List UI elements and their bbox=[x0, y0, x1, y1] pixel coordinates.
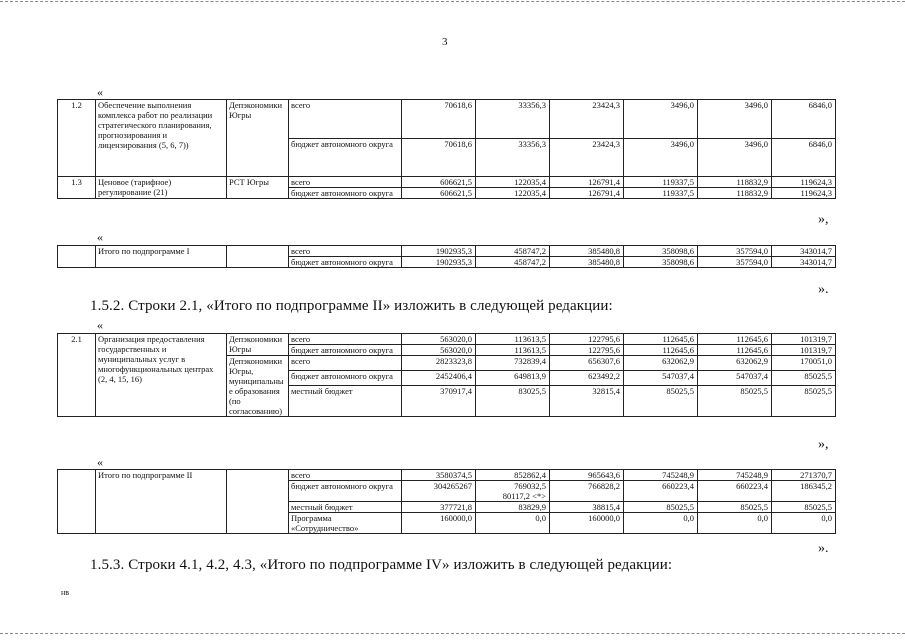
quote-open-2: « bbox=[97, 230, 103, 244]
table-total-subprogram-1 bbox=[57, 245, 836, 268]
value-cell: 271370,7 bbox=[772, 470, 836, 481]
value-cell: 85025,5 bbox=[624, 502, 698, 513]
value-cell: 606621,5 bbox=[402, 177, 476, 188]
table-total-subprogram-2 bbox=[57, 469, 836, 534]
value-cell: 6846,0 bbox=[772, 138, 836, 177]
table-row bbox=[58, 334, 836, 345]
page-number: 3 bbox=[442, 36, 448, 48]
value-cell: 23424,3 bbox=[550, 138, 624, 177]
source-cell: всего bbox=[289, 470, 402, 481]
value-cell: 112645,6 bbox=[624, 345, 698, 356]
value-cell: 358098,6 bbox=[624, 246, 698, 257]
value-cell: 113613,5 bbox=[476, 334, 550, 345]
value-cell: 660223,4 bbox=[624, 481, 698, 502]
value-cell: 6846,0 bbox=[772, 100, 836, 139]
value-cell: 38815,4 bbox=[550, 502, 624, 513]
table-row bbox=[58, 177, 836, 188]
value-cell: 70618,6 bbox=[402, 138, 476, 177]
value-cell: 3496,0 bbox=[698, 138, 772, 177]
value-cell: 377721,8 bbox=[402, 502, 476, 513]
value-cell: 0,0 bbox=[772, 513, 836, 534]
row-executor: Депэкономики Югры bbox=[227, 334, 289, 356]
value-cell: 563020,0 bbox=[402, 334, 476, 345]
table-row-2-1 bbox=[57, 333, 836, 417]
value-cell: 85025,5 bbox=[698, 386, 772, 417]
quote-close-4: ». bbox=[818, 541, 829, 556]
source-cell: бюджет автономного округа bbox=[289, 188, 402, 199]
total-label: Итого по подпрограмме II bbox=[96, 470, 227, 534]
value-cell: 83829,9 bbox=[476, 502, 550, 513]
quote-open-4: « bbox=[97, 455, 103, 469]
value-cell: 547037,4 bbox=[698, 371, 772, 386]
value-footnote: 80117,2 <*> bbox=[502, 491, 546, 501]
value-cell: 101319,7 bbox=[772, 334, 836, 345]
value-cell: 965643,6 bbox=[550, 470, 624, 481]
value-cell: 1902935,3 bbox=[402, 257, 476, 268]
value-cell: 112645,6 bbox=[624, 334, 698, 345]
value-cell: 370917,4 bbox=[402, 386, 476, 417]
value-cell: 32815,4 bbox=[550, 386, 624, 417]
value-cell: 343014,7 bbox=[772, 257, 836, 268]
row-executor: Депэкономики Югры bbox=[227, 100, 289, 177]
value-cell: 85025,5 bbox=[624, 386, 698, 417]
value-cell: 85025,5 bbox=[772, 386, 836, 417]
value-cell: 119337,5 bbox=[624, 177, 698, 188]
value-cell: 85025,5 bbox=[772, 371, 836, 386]
source-cell: бюджет автономного округа bbox=[289, 371, 402, 386]
value-cell: 113613,5 bbox=[476, 345, 550, 356]
value-cell: 0,0 bbox=[624, 513, 698, 534]
value-cell: 2452406,4 bbox=[402, 371, 476, 386]
value-cell: 660223,4 bbox=[698, 481, 772, 502]
quote-close-3: », bbox=[818, 437, 829, 452]
quote-close-1: », bbox=[818, 212, 829, 227]
value-primary: 769032,5 bbox=[514, 481, 546, 491]
value-cell: 126791,4 bbox=[550, 188, 624, 199]
table-row bbox=[58, 246, 836, 257]
value-cell: 122035,4 bbox=[476, 188, 550, 199]
value-cell: 3496,0 bbox=[624, 100, 698, 139]
source-cell: бюджет автономного округа bbox=[289, 138, 402, 177]
row-number: 1.2 bbox=[58, 100, 96, 177]
source-cell: бюджет автономного округа bbox=[289, 257, 402, 268]
value-cell: 119624,3 bbox=[772, 177, 836, 188]
value-cell: 126791,4 bbox=[550, 177, 624, 188]
value-cell: 606621,5 bbox=[402, 188, 476, 199]
source-cell: Программа «Сотрудничество» bbox=[289, 513, 402, 534]
value-cell: 458747,2 bbox=[476, 246, 550, 257]
value-cell: 122795,6 bbox=[550, 334, 624, 345]
row-executor: РСТ Югры bbox=[227, 177, 289, 199]
value-cell: 160000,0 bbox=[402, 513, 476, 534]
footer-mark: нв bbox=[61, 588, 70, 597]
value-cell: 118832,9 bbox=[698, 188, 772, 199]
source-cell: бюджет автономного округа bbox=[289, 481, 402, 502]
value-cell: 1902935,3 bbox=[402, 246, 476, 257]
value-cell: 122795,6 bbox=[550, 345, 624, 356]
value-cell: 458747,2 bbox=[476, 257, 550, 268]
value-cell: 3580374,5 bbox=[402, 470, 476, 481]
value-cell: 343014,7 bbox=[772, 246, 836, 257]
value-cell: 2823323,8 bbox=[402, 356, 476, 371]
value-cell: 563020,0 bbox=[402, 345, 476, 356]
source-cell: бюджет автономного округа bbox=[289, 345, 402, 356]
source-cell: всего bbox=[289, 356, 402, 371]
value-cell: 656307,6 bbox=[550, 356, 624, 371]
scan-edge-bottom bbox=[0, 633, 905, 634]
source-cell: всего bbox=[289, 334, 402, 345]
value-cell: 745248,9 bbox=[624, 470, 698, 481]
value-cell: 547037,4 bbox=[624, 371, 698, 386]
quote-close-2: ». bbox=[818, 282, 829, 297]
row-name: Ценовое (тарифное) регулирование (21) bbox=[96, 177, 227, 199]
table-row bbox=[58, 100, 836, 139]
value-cell: 33356,3 bbox=[476, 138, 550, 177]
value-cell: 3496,0 bbox=[698, 100, 772, 139]
value-cell: 3496,0 bbox=[624, 138, 698, 177]
value-cell: 160000,0 bbox=[550, 513, 624, 534]
value-cell: 357594,0 bbox=[698, 246, 772, 257]
row-executor: Депэкономики Югры, муниципальны е образования (по согласованию) bbox=[227, 356, 289, 417]
row-number: 2.1 bbox=[58, 334, 96, 417]
quote-open-1: « bbox=[97, 85, 103, 99]
value-cell: 745248,9 bbox=[698, 470, 772, 481]
scan-edge-top bbox=[0, 1, 905, 2]
table-rows-1-2-1-3 bbox=[57, 99, 836, 199]
table-row bbox=[58, 470, 836, 481]
value-cell: 732839,4 bbox=[476, 356, 550, 371]
section-heading-1-5-3: 1.5.3. Строки 4.1, 4.2, 4.3, «Итого по подпрограмме IV» изложить в следующей редакции: bbox=[90, 557, 673, 573]
row-name: Организация предоставления государственных и муниципальных услуг в многофункциональных центрах (2, 4, 15, 16) bbox=[96, 334, 227, 417]
value-cell: 0,0 bbox=[476, 513, 550, 534]
value-cell: 649813,9 bbox=[476, 371, 550, 386]
value-cell: 170051,0 bbox=[772, 356, 836, 371]
value-cell: 118832,9 bbox=[698, 177, 772, 188]
value-cell: 357594,0 bbox=[698, 257, 772, 268]
row-number: 1.3 bbox=[58, 177, 96, 199]
source-cell: всего bbox=[289, 246, 402, 257]
value-cell: 33356,3 bbox=[476, 100, 550, 139]
value-cell: 101319,7 bbox=[772, 345, 836, 356]
section-heading-1-5-2: 1.5.2. Строки 2.1, «Итого по подпрограмме II» изложить в следующей редакции: bbox=[90, 298, 613, 314]
source-cell: всего bbox=[289, 177, 402, 188]
value-cell: 23424,3 bbox=[550, 100, 624, 139]
value-cell: 112645,6 bbox=[698, 345, 772, 356]
value-cell: 0,0 bbox=[698, 513, 772, 534]
value-cell: 632062,9 bbox=[698, 356, 772, 371]
value-cell: 112645,6 bbox=[698, 334, 772, 345]
value-cell: 70618,6 bbox=[402, 100, 476, 139]
value-cell: 623492,2 bbox=[550, 371, 624, 386]
value-cell: 304265267 bbox=[402, 481, 476, 502]
value-cell bbox=[476, 481, 550, 502]
value-cell: 186345,2 bbox=[772, 481, 836, 502]
value-cell: 85025,5 bbox=[698, 502, 772, 513]
row-name: Обеспечение выполнения комплекса работ по реализации стратегического планирования, прогнозирования и лицензирования (5, 6, 7)) bbox=[96, 100, 227, 177]
value-cell: 122035,4 bbox=[476, 177, 550, 188]
source-cell: местный бюджет bbox=[289, 502, 402, 513]
value-cell: 83025,5 bbox=[476, 386, 550, 417]
value-cell: 119624,3 bbox=[772, 188, 836, 199]
value-cell: 358098,6 bbox=[624, 257, 698, 268]
source-cell: местный бюджет bbox=[289, 386, 402, 417]
value-cell: 385480,8 bbox=[550, 246, 624, 257]
total-label: Итого по подпрограмме I bbox=[96, 246, 227, 268]
value-cell: 85025,5 bbox=[772, 502, 836, 513]
quote-open-3: « bbox=[97, 318, 103, 332]
source-cell: всего bbox=[289, 100, 402, 139]
value-cell: 385480,8 bbox=[550, 257, 624, 268]
value-cell: 766828,2 bbox=[550, 481, 624, 502]
value-cell: 119337,5 bbox=[624, 188, 698, 199]
value-cell: 852862,4 bbox=[476, 470, 550, 481]
value-cell: 632062,9 bbox=[624, 356, 698, 371]
